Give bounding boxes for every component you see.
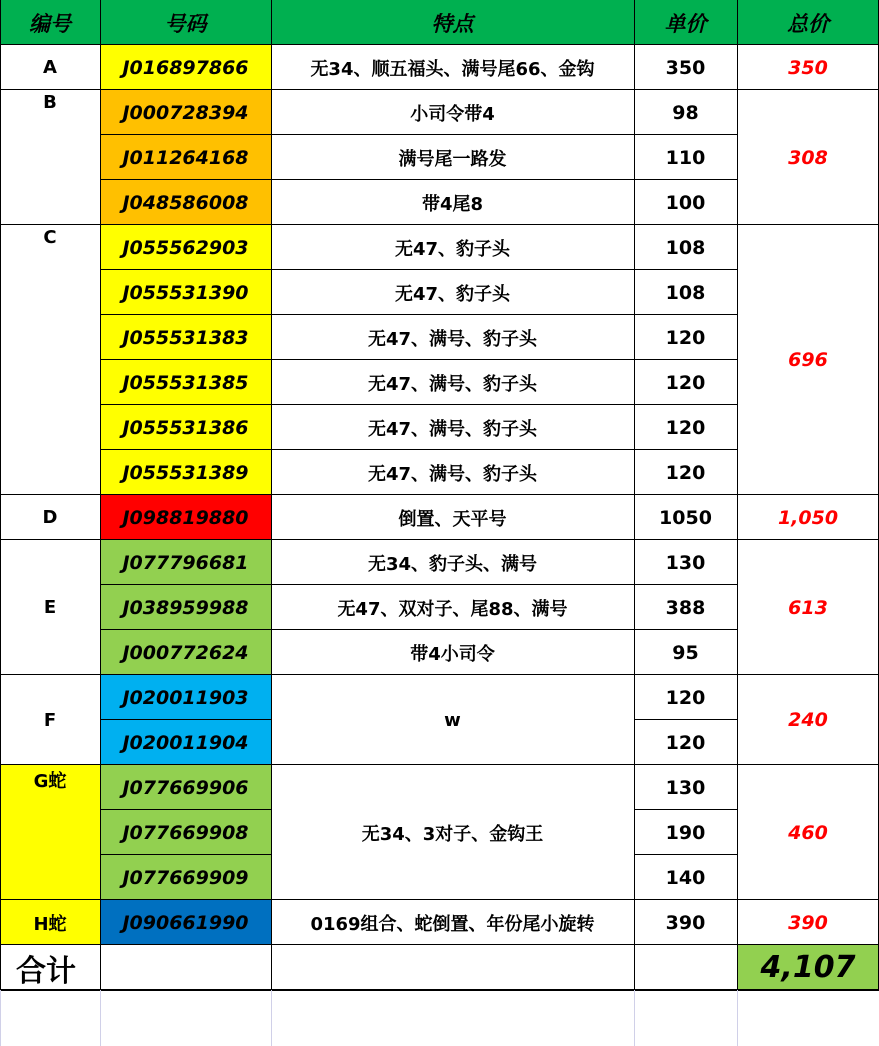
unit-price-cell: 130 (634, 765, 737, 810)
grid-line (0, 539, 879, 540)
grid-line (100, 314, 271, 315)
grid-line (100, 179, 271, 180)
group-total-cell: 696 (737, 225, 879, 495)
phone-number-cell: J020011903 (100, 675, 271, 720)
grid-line (634, 854, 737, 855)
grid-line (0, 899, 879, 900)
grid-line (0, 990, 1, 1046)
unit-price-cell: 110 (634, 135, 737, 180)
unit-price-cell: 350 (634, 45, 737, 90)
header-unit-price: 单价 (634, 0, 737, 45)
phone-number-cell: J055531389 (100, 450, 271, 495)
grid-line (100, 449, 271, 450)
grid-line (100, 584, 271, 585)
phone-number-cell: J000728394 (100, 90, 271, 135)
group-id: E (0, 540, 100, 675)
feature-cell: 无47、满号、豹子头 (271, 450, 634, 495)
phone-number-cell: J055531386 (100, 405, 271, 450)
grid-line (737, 0, 738, 990)
group-id: A (0, 45, 100, 90)
group-total-cell: 1,050 (737, 495, 879, 540)
grid-line (100, 990, 101, 1046)
unit-price-cell: 140 (634, 855, 737, 900)
feature-cell: 无47、双对子、尾88、满号 (271, 585, 634, 630)
grid-line (634, 314, 737, 315)
grid-line (0, 989, 879, 991)
grid-line (271, 134, 634, 135)
group-id: D (0, 495, 100, 540)
grid-line (0, 89, 879, 90)
grid-line (0, 764, 879, 765)
unit-price-cell: 1050 (634, 495, 737, 540)
phone-number-cell: J011264168 (100, 135, 271, 180)
grid-line (634, 134, 737, 135)
unit-price-cell: 95 (634, 630, 737, 675)
group-total-cell: 240 (737, 675, 879, 765)
grid-line (100, 359, 271, 360)
feature-cell: 0169组合、蛇倒置、年份尾小旋转 (271, 900, 634, 945)
grid-line (271, 314, 634, 315)
grid-line (634, 809, 737, 810)
feature-cell: 无47、豹子头 (271, 225, 634, 270)
feature-cell: 带4小司令 (271, 630, 634, 675)
group-total-cell: 308 (737, 90, 879, 225)
group-total-cell: 390 (737, 900, 879, 945)
group-id: H蛇 (0, 900, 100, 945)
feature-cell: 无34、顺五福头、满号尾66、金钩 (271, 45, 634, 90)
grid-line (0, 494, 879, 495)
phone-number-cell: J077796681 (100, 540, 271, 585)
group-total-cell: 613 (737, 540, 879, 675)
group-id: C (0, 225, 100, 495)
grid-line (634, 269, 737, 270)
grid-line (100, 134, 271, 135)
grid-line (100, 719, 271, 720)
feature-cell: 满号尾一路发 (271, 135, 634, 180)
grid-line (271, 449, 634, 450)
phone-number-cell: J016897866 (100, 45, 271, 90)
grid-line (0, 224, 879, 225)
feature-cell: 无47、豹子头 (271, 270, 634, 315)
phone-number-cell: J077669906 (100, 765, 271, 810)
phone-number-cell: J090661990 (100, 900, 271, 945)
unit-price-cell: 100 (634, 180, 737, 225)
grand-total-cell: 4,107 (737, 945, 879, 990)
feature-cell: 带4尾8 (271, 180, 634, 225)
grid-line (634, 449, 737, 450)
summary-empty-price (634, 945, 737, 990)
merged-feature-cell: 无34、3对子、金钩王 (271, 765, 634, 900)
unit-price-cell: 390 (634, 900, 737, 945)
grid-line (271, 404, 634, 405)
unit-price-cell: 388 (634, 585, 737, 630)
feature-cell: 无47、满号、豹子头 (271, 405, 634, 450)
merged-feature-cell: w (271, 675, 634, 765)
grid-line (0, 44, 879, 45)
phone-number-cell: J038959988 (100, 585, 271, 630)
grid-line (0, 944, 879, 945)
grid-line (634, 179, 737, 180)
grid-line (271, 990, 272, 1046)
grid-line (271, 179, 634, 180)
unit-price-cell: 120 (634, 675, 737, 720)
feature-cell: 无47、满号、豹子头 (271, 315, 634, 360)
header-feature: 特点 (271, 0, 634, 45)
grid-line (634, 990, 635, 1046)
group-id: F (0, 675, 100, 765)
grid-line (634, 0, 635, 990)
grid-line (271, 359, 634, 360)
phone-number-cell: J077669909 (100, 855, 271, 900)
grid-line (100, 404, 271, 405)
group-id: G蛇 (0, 765, 100, 900)
unit-price-cell: 130 (634, 540, 737, 585)
phone-number-cell: J098819880 (100, 495, 271, 540)
phone-number-cell: J055531385 (100, 360, 271, 405)
group-total-cell: 350 (737, 45, 879, 90)
grid-line (0, 0, 1, 990)
grid-line (100, 854, 271, 855)
grid-line (634, 629, 737, 630)
grid-line (271, 0, 272, 990)
grid-line (634, 359, 737, 360)
feature-cell: 无47、满号、豹子头 (271, 360, 634, 405)
grid-line (0, 674, 879, 675)
summary-empty-number (100, 945, 271, 990)
grid-line (634, 404, 737, 405)
phone-number-cell: J055562903 (100, 225, 271, 270)
phone-number-cell: J020011904 (100, 720, 271, 765)
grid-line (737, 990, 738, 1046)
grid-line (100, 629, 271, 630)
header-number: 号码 (100, 0, 271, 45)
grid-line (271, 269, 634, 270)
grid-line (634, 584, 737, 585)
grid-line (100, 269, 271, 270)
header-total-price: 总价 (737, 0, 879, 45)
unit-price-cell: 98 (634, 90, 737, 135)
feature-cell: 无34、豹子头、满号 (271, 540, 634, 585)
unit-price-cell: 108 (634, 225, 737, 270)
grid-line (271, 629, 634, 630)
phone-number-cell: J055531383 (100, 315, 271, 360)
group-total-cell: 460 (737, 765, 879, 900)
phone-number-cell: J077669908 (100, 810, 271, 855)
unit-price-cell: 120 (634, 450, 737, 495)
grid-line (100, 809, 271, 810)
unit-price-cell: 108 (634, 270, 737, 315)
feature-cell: 倒置、天平号 (271, 495, 634, 540)
unit-price-cell: 120 (634, 315, 737, 360)
unit-price-cell: 190 (634, 810, 737, 855)
unit-price-cell: 120 (634, 360, 737, 405)
grid-line (100, 0, 101, 990)
phone-number-cell: J000772624 (100, 630, 271, 675)
grid-line (271, 584, 634, 585)
summary-empty-feature (271, 945, 634, 990)
phone-number-cell: J048586008 (100, 180, 271, 225)
header-id: 编号 (0, 0, 100, 45)
total-label: 合计 (0, 945, 100, 990)
group-id: B (0, 90, 100, 225)
unit-price-cell: 120 (634, 405, 737, 450)
grid-line (634, 719, 737, 720)
unit-price-cell: 120 (634, 720, 737, 765)
feature-cell: 小司令带4 (271, 90, 634, 135)
phone-number-cell: J055531390 (100, 270, 271, 315)
